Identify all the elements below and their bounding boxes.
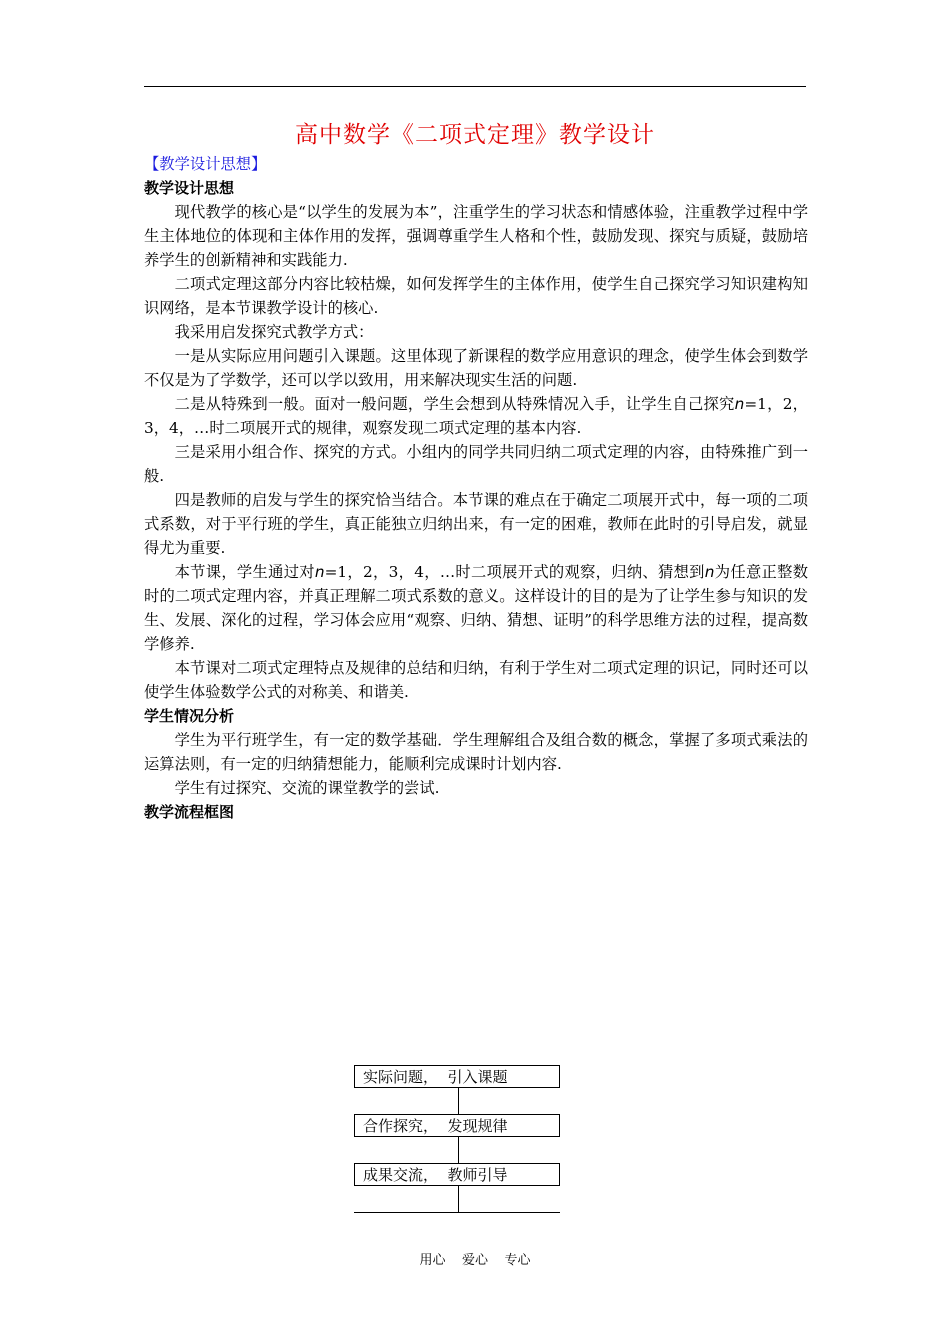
teaching-flowchart (354, 1065, 560, 1213)
paragraph: 学生为平行班学生，有一定的数学基础．学生理解组合及组合数的概念，掌握了多项式乘法的运算法则，有一定的归纳猜想能力，能顺利完成课时计划内容. (144, 731, 808, 773)
text-run: 二是从特殊到一般。面对一般问题，学生会想到从特殊情况入手，让学生自己探究 (174, 395, 735, 413)
document-title: 高中数学《二项式定理》教学设计 (295, 122, 655, 148)
paragraph: 我采用启发探究式教学方式： (174, 323, 374, 341)
paragraph: 三是采用小组合作、探究的方式。小组内的同学共同归纳二项式定理的内容，由特殊推广到一般. (144, 443, 808, 485)
flow-connector (458, 1137, 459, 1163)
text-run: 为任意正整数时的二项式定理内容，并真正理解二项式系数的意义。这样设计的目的是为了让学生参与知识的发生、发展、深化的过程，学习体会应用“观察、归纳、猜想、证明”的科学思维方法的过程，提高数学修养. (144, 563, 808, 653)
document-body (144, 152, 808, 824)
flow-step-2: 合作探究， 发现规律 (354, 1114, 560, 1137)
flow-connector (458, 1088, 459, 1114)
section-heading-students: 学生情况分析 (144, 707, 235, 725)
text-run: =1，2，3，4，…时二项展开式的规律，观察发现二项式定理的基本内容. (144, 395, 808, 437)
paragraph-n-cases (144, 392, 808, 440)
math-variable-n: n (314, 563, 325, 581)
paragraph: 学生有过探究、交流的课堂教学的尝试. (174, 779, 440, 797)
paragraph: 本节课对二项式定理特点及规律的总结和归纳，有利于学生对二项式定理的识记，同时还可以使学生体验数学公式的对称美、和谐美. (144, 659, 808, 701)
text-run: =1，2，3，4，…时二项展开式的观察，归纳、猜想到 (324, 563, 705, 581)
header-rule (144, 86, 806, 87)
paragraph: 四是教师的启发与学生的探究恰当结合。本节课的难点在于确定二项展开式中，每一项的二项式系数，对于平行班的学生，真正能独立归纳出来，有一定的困难，教师在此时的引导启发，就显得尤为重要. (144, 491, 808, 557)
section-heading-flowchart: 教学流程框图 (144, 803, 235, 821)
paragraph: 一是从实际应用问题引入课题。这里体现了新课程的数学应用意识的理念，使学生体会到数学不仅是为了学数学，还可以学以致用，用来解决现实生活的问题. (144, 347, 808, 389)
section-heading-design: 教学设计思想 (144, 179, 235, 197)
flow-step-3: 成果交流， 教师引导 (354, 1163, 560, 1186)
math-variable-n: n (704, 563, 715, 581)
paragraph-n-general (144, 560, 808, 656)
paragraph: 二项式定理这部分内容比较枯燥，如何发挥学生的主体作用，使学生自己探究学习知识建构知识网络，是本节课教学设计的核心. (144, 275, 808, 317)
flow-bottom-rule (354, 1212, 560, 1213)
page-footer: 用心 爱心 专心 (419, 1253, 531, 1268)
text-run: 本节课，学生通过对 (174, 563, 315, 581)
section-tag: 【教学设计思想】 (144, 155, 267, 173)
flow-step-1: 实际问题， 引入课题 (354, 1065, 560, 1088)
paragraph: 现代教学的核心是“以学生的发展为本”，注重学生的学习状态和情感体验，注重教学过程中学生主体地位的体现和主体作用的发挥，强调尊重学生人格和个性，鼓励发现、探究与质疑，鼓励培养学生的创新精神和实践能力. (144, 203, 808, 269)
flow-connector (458, 1186, 459, 1212)
math-variable-n: n (734, 395, 745, 413)
